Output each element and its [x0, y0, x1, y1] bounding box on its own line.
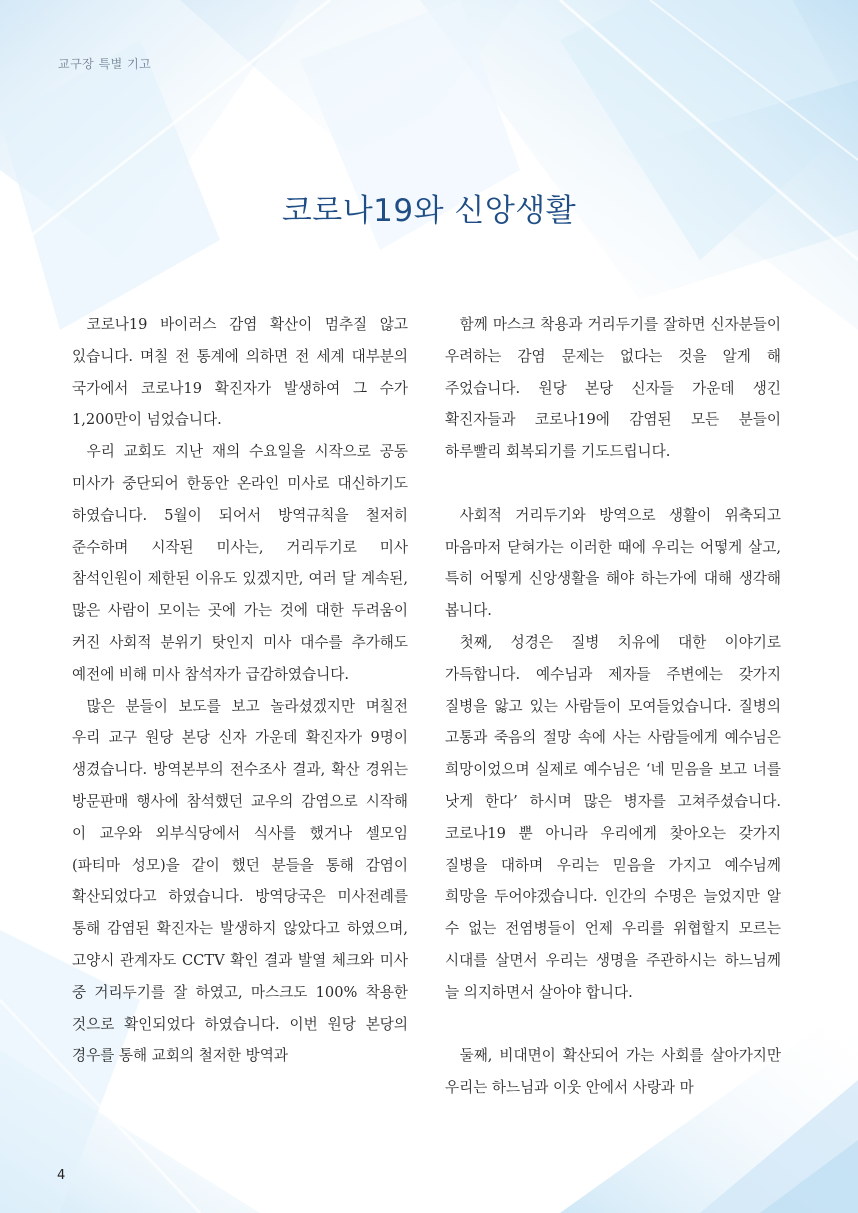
section-header: 교구장 특별 기고: [58, 57, 152, 71]
paragraph: 첫째, 성경은 질병 치유에 대한 이야기로 가득합니다. 예수님과 제자들 주변에는 갖가지 질병을 앓고 있는 사람들이 모여들었습니다. 질병의 고통과 죽음의 절망 속에 사는 사람들에게 예수님은 희망이었으며 실제로 예수님은 ‘네 믿음을 보고 너를 낫게 한다’ 하시며 많은 병자를 고쳐주셨습니다. 코로나19 뿐 아니라 우리에게 찾아오는 갖가지 질병을 대하며 우리는 믿음을 가지고 예수님께 희망을 두어야겠습니다. 인간의 수명은 늘었지만 알 수 없는 전염병들이 언제 우리를 위협할지 모르는 시대를 살면서 우리는 생명을 주관하시는 하느님께 늘 의지하면서 살아야 합니다.: [445, 633, 781, 1001]
left-column: [72, 309, 408, 1072]
paragraph: 코로나19 바이러스 감염 확산이 멈추질 않고 있습니다. 며칠 전 통계에 의하면 전 세계 대부분의 국가에서 코로나19 확진자가 발생하여 그 수가 1,200만이 넘었습니다.: [72, 316, 408, 429]
paragraph: 함께 마스크 착용과 거리두기를 잘하면 신자분들이 우려하는 감염 문제는 없다는 것을 알게 해 주었습니다. 원당 본당 신자들 가운데 생긴 확진자들과 코로나19에 감염된 모든 분들이 하루빨리 회복되기를 기도드립니다.: [445, 316, 781, 461]
paragraph: 둘째, 비대면이 확산되어 가는 사회를 살아가지만 우리는 하느님과 이웃 안에서 사랑과 마: [445, 1047, 781, 1097]
paragraph: 사회적 거리두기와 방역으로 생활이 위축되고 마음마저 닫혀가는 이러한 때에 우리는 어떻게 살고, 특히 어떻게 신앙생활을 해야 하는가에 대해 생각해 봅니다.: [445, 506, 781, 620]
paragraph: 우리 교회도 지난 재의 수요일을 시작으로 공동 미사가 중단되어 한동안 온라인 미사로 대신하기도 하였습니다. 5월이 되어서 방역규칙을 철저히 준수하며 시작된 미사는, 거리두기로 미사 참석인원이 제한된 이유도 있겠지만, 여러 달 계속된, 많은 사람이 모이는 곳에 가는 것에 대한 두려움이 커진 사회적 분위기 탓인지 미사 대수를 추가해도 예전에 비해 미사 참석자가 급감하였습니다.: [72, 443, 408, 683]
paragraph-gap: [445, 468, 781, 500]
paragraph: 많은 분들이 보도를 보고 놀라셨겠지만 며칠전 우리 교구 원당 본당 신자 가운데 확진자가 9명이 생겼습니다. 방역본부의 전수조사 결과, 확산 경위는 방문판매 행사에 참석했던 교우의 감염으로 시작해 이 교우와 외부식당에서 식사를 했거나 셀모임(파티마 성모)을 같이 했던 분들을 통해 감염이 확산되었다고 하였습니다. 방역당국은 미사전례를 통해 감염된 확진자는 발생하지 않았다고 하였으며, 고양시 관계자도 CCTV 확인 결과 발열 체크와 미사 중 거리두기를 잘 하였고, 마스크도 100% 착용한 것으로 확인되었다 하였습니다. 이번 원당 본당의 경우를 통해 교회의 철저한 방역과: [72, 697, 408, 1065]
article-title: 코로나19와 신앙생활: [281, 193, 577, 229]
page-number: 4: [57, 1168, 66, 1183]
right-column: [445, 309, 781, 1104]
paragraph-gap: [445, 1009, 781, 1041]
